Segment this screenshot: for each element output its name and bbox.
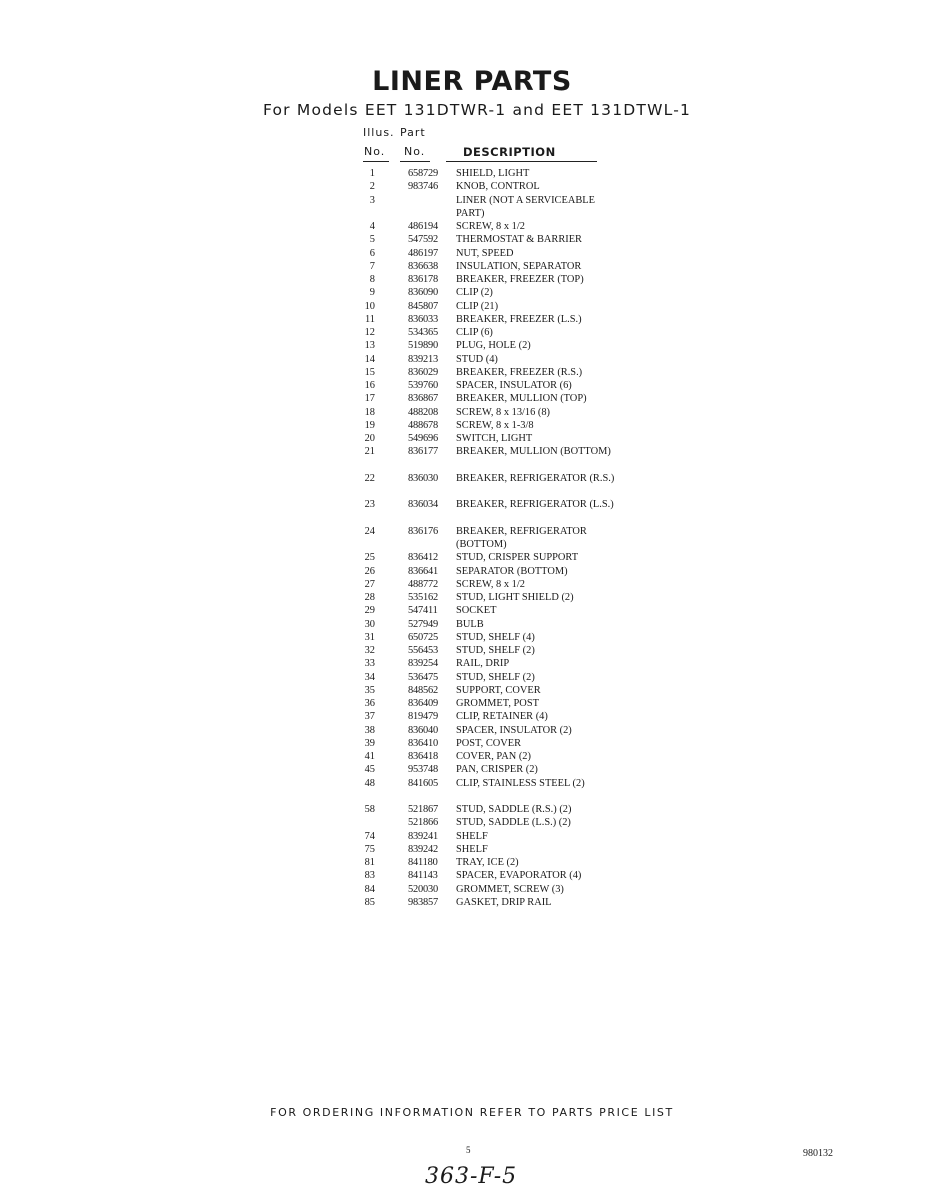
part-number: 836641 [408,565,438,577]
part-description: PLUG, HOLE (2) [456,340,531,352]
part-description: BULB [456,618,484,630]
part-description: STUD (4) [456,353,498,365]
part-description: NUT, SPEED [456,247,514,259]
part-number: 836418 [408,751,438,762]
part-number: 836638 [408,260,438,272]
part-description: SCREW, 8 x 1-3/8 [456,419,534,431]
part-description: KNOB, CONTROL [456,181,540,193]
illus-number: 9 [369,287,375,299]
table-row [0,618,944,631]
illus-number: 84 [364,883,375,895]
table-row [0,273,944,286]
ordering-note: FOR ORDERING INFORMATION REFER TO PARTS PRICE LIST [270,1106,674,1119]
part-description: SOCKET [456,605,497,617]
illus-number: 30 [364,618,375,630]
illus-number: 26 [364,565,375,577]
part-description: SHELF [456,843,488,855]
table-row [0,220,944,233]
part-description: CLIP (21) [456,300,499,312]
part-number: 521866 [408,817,438,829]
table-row [0,353,944,366]
part-number: 520030 [408,883,438,895]
header-underline-illus [363,161,389,162]
illus-number: 6 [369,247,375,259]
illus-number: 25 [364,552,375,564]
part-description: BREAKER, FREEZER (R.S.) [456,366,583,378]
table-row [0,167,944,180]
illus-number: 20 [364,433,375,444]
illus-number: 45 [364,764,375,776]
illus-number: 75 [364,843,375,855]
table-row [0,578,944,591]
part-number: 650725 [408,631,438,643]
part-description: STUD, SHELF (2) [456,671,535,683]
part-description: STUD, SADDLE (R.S.) (2) [456,804,572,815]
part-number: 839241 [408,830,438,842]
part-number: 841180 [408,857,438,868]
table-row [0,644,944,657]
table-row [0,896,944,909]
illus-number: 2 [369,181,375,193]
page-mark: 5 [466,1145,471,1155]
part-description: BREAKER, MULLION (BOTTOM) [456,446,611,458]
part-description: SCREW, 8 x 1/2 [456,221,525,232]
part-number: 547592 [408,234,438,246]
handwritten-note: 363-F-5 [425,1164,518,1189]
part-number: 836030 [408,472,438,484]
part-description: SCREW, 8 x 13/16 (8) [456,406,551,418]
part-description: SPACER, INSULATOR (6) [456,380,572,391]
part-number: 521867 [408,804,438,815]
table-row [0,777,944,804]
part-number: 539760 [408,380,438,391]
illus-number: 1 [369,168,375,179]
part-description: BREAKER, REFRIGERATOR (R.S.) [456,472,615,484]
table-row [0,326,944,339]
illus-number: 58 [364,804,375,815]
illus-number: 15 [364,366,375,378]
part-description: SWITCH, LIGHT [456,433,533,444]
part-number: 836177 [408,446,438,458]
table-row [0,737,944,750]
part-description: STUD, SADDLE (L.S.) (2) [456,817,571,829]
part-description: BREAKER, REFRIGERATOR (L.S.) [456,499,614,511]
part-number: 848562 [408,684,438,696]
part-description: BREAKER, FREEZER (L.S.) [456,313,582,325]
table-row [0,260,944,273]
part-description: CLIP, STAINLESS STEEL (2) [456,777,585,789]
part-number: 836410 [408,737,438,749]
part-number: 836029 [408,366,438,378]
part-description: BREAKER, REFRIGERATOR (BOTTOM) [456,525,587,550]
illus-number: 19 [364,419,375,431]
table-row [0,525,944,552]
table-row [0,551,944,564]
illus-number: 18 [364,406,375,418]
column-header-illus-no: No. [364,145,386,158]
part-number: 953748 [408,764,438,776]
part-number: 836178 [408,274,438,285]
header-underline-description [446,161,597,162]
illus-number: 37 [364,711,375,723]
part-number: 841605 [408,777,438,789]
part-number: 535162 [408,592,438,603]
part-description: BREAKER, FREEZER (TOP) [456,274,584,285]
illus-number: 35 [364,684,375,696]
part-number: 836040 [408,724,438,736]
table-row [0,869,944,882]
part-description: SPACER, INSULATOR (2) [456,724,572,736]
part-number: 658729 [408,168,438,179]
table-row [0,830,944,843]
illus-number: 12 [364,327,375,338]
header-underline-part [400,161,430,162]
table-row [0,671,944,684]
part-description: PAN, CRISPER (2) [456,764,538,776]
parts-list [0,167,944,909]
page-title: LINER PARTS [372,66,572,97]
table-row [0,247,944,260]
part-description: SUPPORT, COVER [456,684,541,696]
part-number: 839254 [408,658,438,670]
table-row [0,684,944,697]
part-number: 841143 [408,870,438,882]
part-number: 836412 [408,552,438,564]
part-number: 488678 [408,419,438,431]
part-number: 836176 [408,525,438,537]
part-description: CLIP (6) [456,327,493,338]
illus-number: 41 [364,751,375,762]
table-row [0,710,944,723]
part-number: 519890 [408,340,438,352]
table-row [0,750,944,763]
illus-number: 74 [364,830,375,842]
table-row [0,883,944,896]
table-row [0,565,944,578]
illus-number: 11 [364,313,375,325]
part-description: SHELF [456,830,488,842]
table-row [0,631,944,644]
illus-number: 38 [364,724,375,736]
part-number: 547411 [408,605,438,617]
column-header-description: DESCRIPTION [463,145,556,159]
part-number: 486197 [408,247,438,259]
illus-number: 83 [364,870,375,882]
part-number: 836033 [408,313,438,325]
illus-number: 13 [364,340,375,352]
table-row [0,697,944,710]
table-row [0,657,944,670]
table-row [0,286,944,299]
part-description: CLIP (2) [456,287,493,299]
part-description: STUD, LIGHT SHIELD (2) [456,592,574,603]
part-description: GASKET, DRIP RAIL [456,896,552,908]
part-number: 819479 [408,711,438,723]
table-row [0,432,944,445]
table-row [0,803,944,816]
part-number: 488772 [408,578,438,590]
table-row [0,392,944,405]
part-number: 534365 [408,327,438,338]
document-number: 980132 [803,1148,833,1159]
illus-number: 4 [369,221,375,232]
table-row [0,498,944,525]
part-description: SCREW, 8 x 1/2 [456,578,525,590]
part-number: 836034 [408,499,438,511]
part-description: INSULATION, SEPARATOR [456,260,582,272]
part-number: 983857 [408,896,438,908]
part-number: 839242 [408,843,438,855]
part-description: COVER, PAN (2) [456,751,531,762]
illus-number: 16 [364,380,375,391]
table-row [0,194,944,221]
part-description: RAIL, DRIP [456,658,510,670]
table-row [0,591,944,604]
part-description: POST, COVER [456,737,522,749]
part-number: 845807 [408,300,438,312]
part-number: 536475 [408,671,438,683]
illus-number: 24 [364,525,375,537]
part-description: CLIP, RETAINER (4) [456,711,548,723]
models-subtitle: For Models EET 131DTWR-1 and EET 131DTWL-1 [262,101,692,119]
illus-number: 21 [364,446,375,458]
part-number: 839213 [408,353,438,365]
illus-number: 27 [364,578,375,590]
illus-number: 5 [369,234,375,246]
part-number: 488208 [408,406,438,418]
illus-number: 3 [369,194,375,206]
illus-number: 39 [364,737,375,749]
table-row [0,445,944,472]
part-description: BREAKER, MULLION (TOP) [456,393,587,405]
illus-number: 8 [369,274,375,285]
part-description: STUD, SHELF (2) [456,645,535,656]
table-row [0,856,944,869]
part-description: SEPARATOR (BOTTOM) [456,565,568,577]
part-description: GROMMET, SCREW (3) [456,883,564,895]
part-description: STUD, CRISPER SUPPORT [456,552,579,564]
table-row [0,843,944,856]
table-row [0,406,944,419]
illus-number: 17 [364,393,375,405]
part-number: 983746 [408,181,438,193]
table-row [0,816,944,829]
table-row [0,724,944,737]
illus-number: 36 [364,698,375,709]
part-number: 836867 [408,393,438,405]
part-description: GROMMET, POST [456,698,539,709]
illus-number: 48 [364,777,375,789]
illus-number: 14 [364,353,375,365]
part-description: LINER (NOT A SERVICEABLE PART) [456,194,595,219]
illus-number: 34 [364,671,375,683]
part-description: TRAY, ICE (2) [456,857,519,868]
illus-number: 23 [364,499,375,511]
illus-number: 29 [364,605,375,617]
table-row [0,604,944,617]
illus-number: 33 [364,658,375,670]
table-row [0,763,944,776]
part-description: SPACER, EVAPORATOR (4) [456,870,582,882]
part-number: 556453 [408,645,438,656]
part-number: 486194 [408,221,438,232]
table-row [0,419,944,432]
illus-number: 32 [364,645,375,656]
illus-number: 28 [364,592,375,603]
part-description: THERMOSTAT & BARRIER [456,234,582,246]
part-number: 836409 [408,698,438,709]
column-header-illus-top: Illus. [363,126,395,139]
illus-number: 10 [364,300,375,312]
part-description: SHIELD, LIGHT [456,168,530,179]
illus-number: 81 [364,857,375,868]
illus-number: 22 [364,472,375,484]
part-number: 527949 [408,618,438,630]
column-header-part-top: Part [400,126,426,139]
table-row [0,366,944,379]
illus-number: 85 [364,896,375,908]
column-header-part-no: No. [404,145,426,158]
part-number: 549696 [408,433,438,444]
table-row [0,233,944,246]
illus-number: 31 [364,631,375,643]
table-row [0,339,944,352]
table-row [0,379,944,392]
illus-number: 7 [369,260,375,272]
table-row [0,313,944,326]
part-description: STUD, SHELF (4) [456,631,535,643]
part-number: 836090 [408,287,438,299]
table-row [0,472,944,499]
table-row [0,300,944,313]
table-row [0,180,944,193]
